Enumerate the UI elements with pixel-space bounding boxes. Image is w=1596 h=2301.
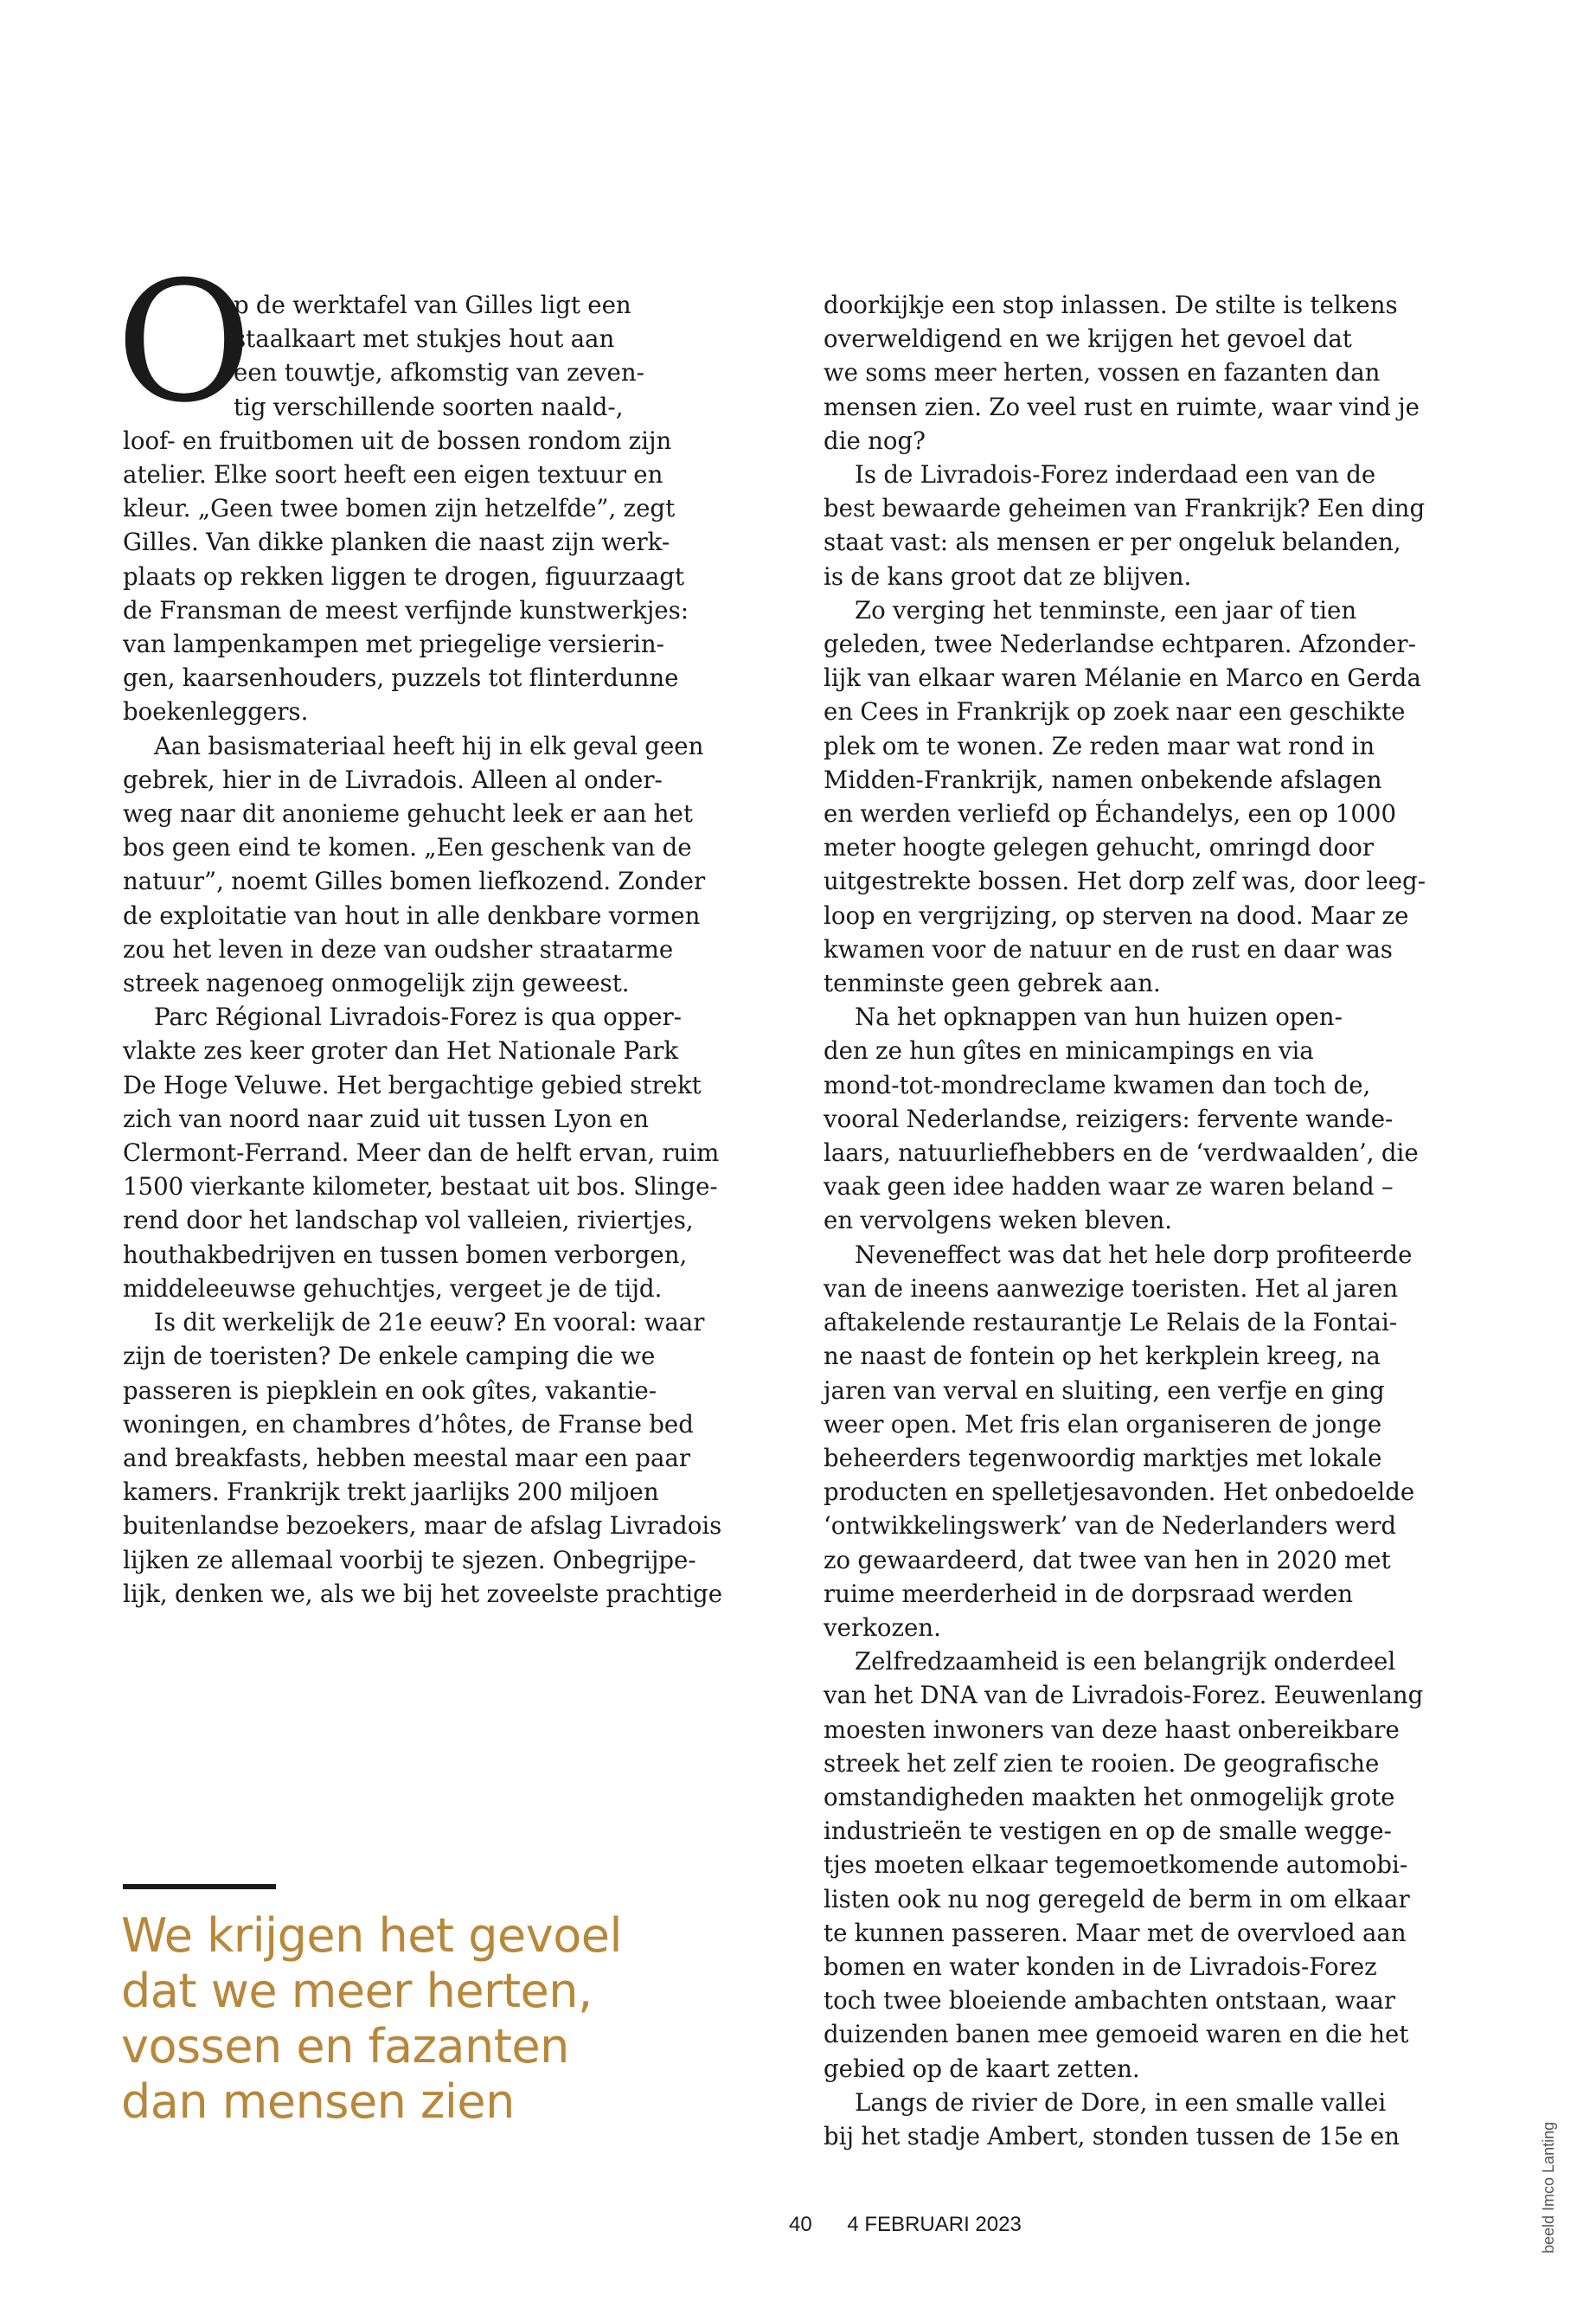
text-line: Langs de rivier de Dore, in een smalle vallei	[855, 2087, 1387, 2117]
text-line: De Hoge Veluwe. Het bergachtige gebied strekt	[123, 1070, 702, 1099]
text-line: toch twee bloeiende ambachten ontstaan, waar	[824, 1986, 1396, 2016]
right-column	[824, 288, 1426, 2153]
text-line: rend door het landschap vol valleien, riviertjes,	[123, 1206, 694, 1235]
text-line: gebied op de kaart zetten.	[824, 2054, 1140, 2083]
text-line: houthakbedrijven en tussen bomen verborgen,	[123, 1240, 688, 1269]
text-line: Neveneffect was dat het hele dorp profiteerde	[855, 1240, 1413, 1269]
text-line: is de kans groot dat ze blijven.	[824, 561, 1192, 591]
pull-quote-rule	[123, 1884, 276, 1889]
text-line: kamers. Frankrijk trekt jaarlijks 200 miljoen	[123, 1477, 659, 1507]
text-line: we soms meer herten, vossen en fazanten dan	[824, 358, 1381, 388]
text-line: duizenden banen mee gemoeid waren en die het	[824, 2020, 1409, 2049]
text-line: middeleeuwse gehuchtjes, vergeet je de tijd.	[123, 1273, 663, 1303]
text-line: tenminste geen gebrek aan.	[824, 969, 1161, 998]
pull-quote-line: dan mensen zien	[121, 2074, 515, 2129]
text-line: streek nagenoeg onmogelijk zijn geweest.	[123, 969, 630, 998]
text-line: van het DNA van de Livradois-Forez. Eeuwenlang	[824, 1681, 1424, 1710]
text-line: kleur. „Geen twee bomen zijn hetzelfde”, zegt	[123, 494, 676, 523]
text-line: en werden verliefd op Échandelys, een op 1000	[824, 799, 1397, 829]
text-line: verkozen.	[824, 1612, 941, 1642]
left-column	[123, 288, 723, 1611]
text-line: lijken ze allemaal voorbij te sjezen. Onbegrijpe-	[123, 1545, 696, 1574]
text-line: aftakelende restaurantje Le Relais de la Fontai-	[824, 1308, 1398, 1337]
text-line: loop en vergrijzing, op sterven na dood. Maar ze	[824, 901, 1409, 930]
text-line: Zo verging het tenminste, een jaar of tien	[855, 595, 1357, 625]
text-line: tig verschillende soorten naald-,	[234, 392, 624, 421]
text-line: plaats op rekken liggen te drogen, figuurzaagt	[123, 561, 685, 591]
text-line: staalkaart met stukjes hout aan	[234, 324, 615, 354]
text-line: gebrek, hier in de Livradois. Alleen al onder-	[123, 765, 663, 794]
text-line: vaak geen idee hadden waar ze waren beland –	[824, 1172, 1394, 1202]
text-line: een touwtje, afkomstig van zeven-	[234, 358, 644, 388]
text-line: van de ineens aanwezige toeristen. Het al jaren	[824, 1273, 1399, 1303]
pull-quote	[121, 1908, 675, 2130]
text-line: geleden, twee Nederlandse echtparen. Afzonder-	[824, 630, 1416, 659]
text-line: vlakte zes keer groter dan Het Nationale Park	[123, 1036, 679, 1066]
text-line: atelier. Elke soort heeft een eigen textuur en	[123, 460, 663, 490]
text-line: Na het opknappen van hun huizen open-	[855, 1003, 1343, 1032]
text-line: die nog?	[824, 426, 926, 455]
text-line: best bewaarde geheimen van Frankrijk? Een ding	[824, 494, 1426, 523]
text-line: woningen, en chambres d’hôtes, de Franse bed	[123, 1409, 694, 1439]
text-line: Is de Livradois-Forez inderdaad een van de	[855, 460, 1376, 490]
text-line: staat vast: als mensen er per ongeluk belanden,	[824, 528, 1401, 557]
text-line: Aan basismateriaal heeft hij in elk geval geen	[154, 731, 704, 760]
text-line: industrieën te vestigen en op de smalle wegge-	[824, 1817, 1392, 1846]
text-line: bij het stadje Ambert, stonden tussen de 15e en	[824, 2121, 1401, 2150]
text-line: tjes moeten elkaar tegemoetkomende automobi-	[824, 1850, 1408, 1880]
text-line: doorkijkje een stop inlassen. De stilte is telkens	[824, 291, 1398, 319]
text-line: zo gewaardeerd, dat twee van hen in 2020 met	[824, 1545, 1391, 1574]
text-line: omstandigheden maakten het onmogelijk grote	[824, 1782, 1395, 1811]
text-line: Midden-Frankrijk, namen onbekende afslagen	[824, 765, 1382, 794]
photo-credit: beeld Imco Lanting	[1540, 2121, 1557, 2253]
drop-cap: O	[116, 247, 253, 439]
text-line: de Fransman de meest verfijnde kunstwerkjes:	[123, 595, 689, 625]
page-number: 40	[789, 2213, 812, 2236]
text-line: Zelfredzaamheid is een belangrijk onderdeel	[855, 1647, 1396, 1676]
text-line: mensen zien. Zo veel rust en ruimte, waar vind je	[824, 392, 1420, 421]
text-line: natuur”, noemt Gilles bomen liefkozend. Zonder	[123, 867, 706, 896]
text-line: en vervolgens weken bleven.	[824, 1206, 1173, 1235]
text-line: zijn de toeristen? De enkele camping die we	[123, 1342, 656, 1371]
text-line: weer open. Met fris elan organiseren de jonge	[824, 1409, 1382, 1439]
pull-quote-line: vossen en fazanten	[121, 2019, 569, 2073]
text-line: gen, kaarsenhouders, puzzels tot flinterdunne	[123, 663, 679, 693]
text-line: lijk van elkaar waren Mélanie en Marco en Gerda	[824, 663, 1421, 693]
text-line: bomen en water konden in de Livradois-Forez	[824, 1952, 1377, 1981]
issue-date: 4 FEBRUARI 2023	[847, 2213, 1022, 2236]
text-line: bos geen eind te komen. „Een geschenk van de	[123, 833, 692, 862]
text-line: meter hoogte gelegen gehucht, omringd door	[824, 833, 1375, 862]
text-line: jaren van verval en sluiting, een verfje en ging	[824, 1375, 1385, 1405]
text-line: kwamen voor de natuur en de rust en daar was	[824, 934, 1393, 964]
text-line: passeren is piepklein en ook gîtes, vakantie-	[123, 1375, 657, 1405]
text-line: mond-tot-mondreclame kwamen dan toch de,	[824, 1070, 1371, 1099]
text-line: laars, natuurliefhebbers en de ‘verdwaalden’, die	[824, 1138, 1419, 1168]
text-line: plek om te wonen. Ze reden maar wat rond in	[824, 731, 1375, 760]
text-line: moesten inwoners van deze haast onbereikbare	[824, 1715, 1400, 1744]
text-line: boekenleggers.	[123, 697, 309, 727]
text-line: Parc Régional Livradois-Forez is qua opper-	[154, 1003, 682, 1032]
text-line: loof- en fruitbomen uit de bossen rondom zijn	[123, 426, 672, 455]
text-line: te kunnen passeren. Maar met de overvloed aan	[824, 1918, 1407, 1947]
text-line: Gilles. Van dikke planken die naast zijn werk-	[123, 528, 670, 557]
text-line: zou het leven in deze van oudsher straatarme	[123, 934, 674, 964]
text-line: ‘ontwikkelingswerk’ van de Nederlanders werd	[824, 1511, 1397, 1541]
text-line: uitgestrekte bossen. Het dorp zelf was, door leeg-	[824, 867, 1426, 896]
text-line: ruime meerderheid in de dorpsraad werden	[824, 1579, 1353, 1608]
text-line: van lampenkampen met priegelige versierin-	[123, 630, 664, 659]
text-line: 1500 vierkante kilometer, bestaat uit bos. Slinge-	[123, 1172, 718, 1202]
text-line: ne naast de fontein op het kerkplein kreeg, na	[824, 1342, 1381, 1371]
text-line: Clermont-Ferrand. Meer dan de helft ervan, ruim	[123, 1138, 720, 1168]
text-line: de exploitatie van hout in alle denkbare vormen	[123, 901, 701, 930]
text-line: p de werktafel van Gilles ligt een	[234, 291, 631, 319]
text-line: weg naar dit anonieme gehucht leek er aan het	[123, 799, 693, 829]
page-footer	[789, 2213, 1022, 2237]
pull-quote-line: We krijgen het gevoel	[121, 1908, 622, 1963]
text-line: producten en spelletjesavonden. Het onbedoelde	[824, 1477, 1415, 1507]
text-line: overweldigend en we krijgen het gevoel dat	[824, 324, 1352, 354]
text-line: and breakfasts, hebben meestal maar een paar	[123, 1443, 691, 1472]
text-line: lijk, denken we, als we bij het zoveelste prachtige	[123, 1579, 723, 1608]
text-line: den ze hun gîtes en minicampings en via	[824, 1036, 1314, 1066]
text-line: listen ook nu nog geregeld de berm in om elkaar	[824, 1884, 1410, 1913]
text-line: vooral Nederlandse, reizigers: fervente wande-	[824, 1104, 1394, 1133]
text-line: buitenlandse bezoekers, maar de afslag Livradois	[123, 1511, 722, 1541]
pull-quote-line: dat we meer herten,	[121, 1964, 593, 2018]
text-line: Is dit werkelijk de 21e eeuw? En vooral: waar	[154, 1308, 705, 1337]
text-line: streek het zelf zien te rooien. De geografische	[824, 1748, 1380, 1778]
text-line: beheerders tegenwoordig marktjes met lokale	[824, 1443, 1382, 1472]
text-line: en Cees in Frankrijk op zoek naar een geschikte	[824, 697, 1406, 727]
text-line: zich van noord naar zuid uit tussen Lyon en	[123, 1104, 649, 1133]
